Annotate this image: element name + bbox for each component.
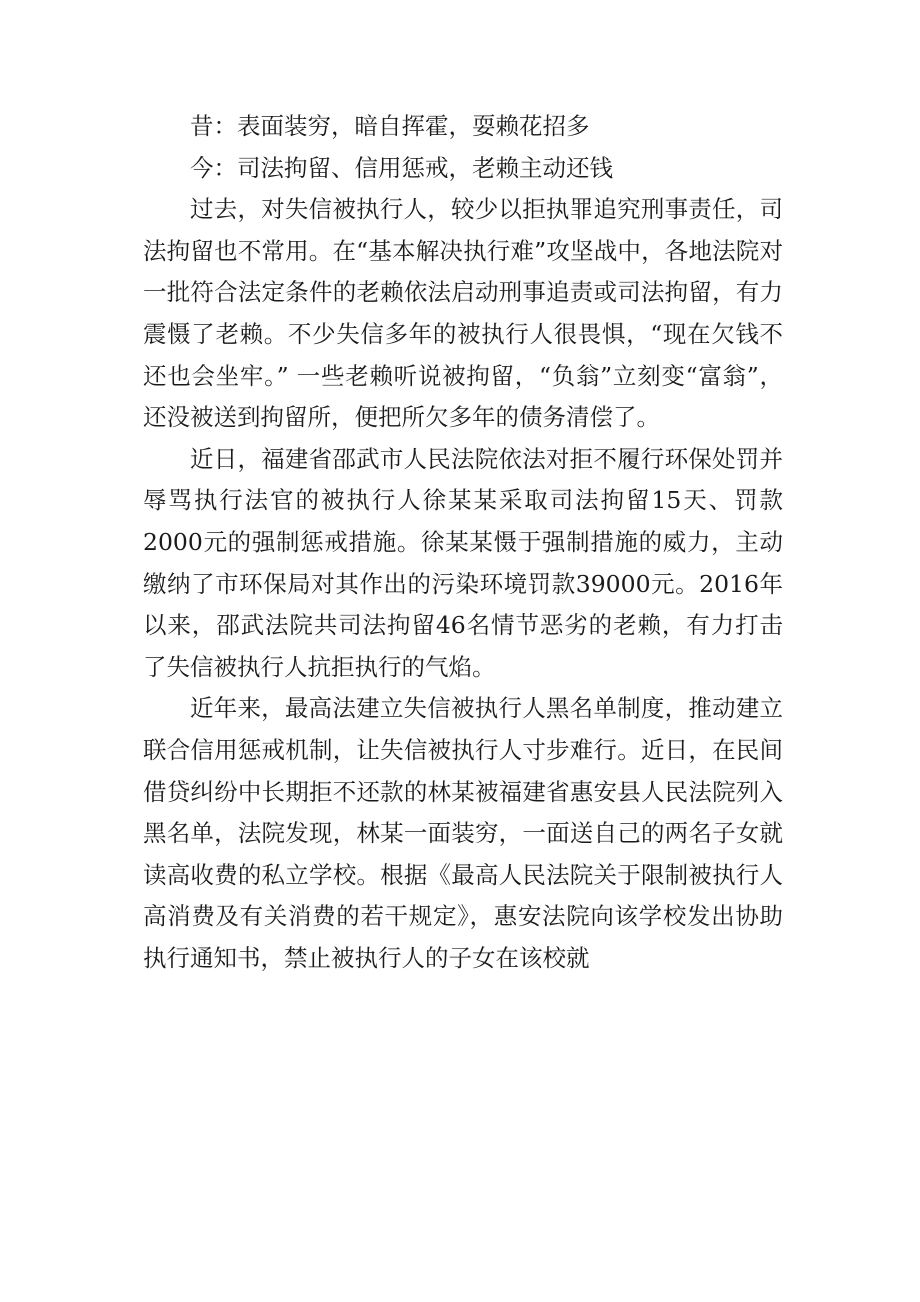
paragraph-blacklist-system: 近年来，最高法建立失信被执行人黑名单制度，推动建立联合信用惩戒机制，让失信被执行人寸步难行。近日，在民间借贷纠纷中长期拒不还款的林某被福建省惠安县人民法院列入黑名单，法院发现，林某一面装穷，一面送自己的两名子女就读高收费的私立学校。根据《最高人民法院关于限制被执行人高消费及有关消费的若干规定》，惠安法院向该学校发出协助执行通知书，禁止被执行人的子女在该校就 — [143, 694, 783, 972]
document-body — [143, 106, 783, 979]
paragraph-shaowu-case: 近日，福建省邵武市人民法院依法对拒不履行环保处罚并辱骂执行法官的被执行人徐某某采取司法拘留15天、罚款2000元的强制惩戒措施。徐某某慑于强制措施的威力，主动缴纳了市环保局对其作出的污染环境罚款39000元。2016年以来，邵武法院共司法拘留46名情节恶劣的老赖，有力打击了失信被执行人抗拒执行的气焰。 — [143, 444, 783, 681]
heading-past: 昔：表面装穷，暗自挥霍，耍赖花招多 — [190, 112, 590, 140]
paragraph-past-practice: 过去，对失信被执行人，较少以拒执罪追究刑事责任，司法拘留也不常用。在“基本解决执行难”攻坚战中，各地法院对一批符合法定条件的老赖依法启动刑事追责或司法拘留，有力震慑了老赖。不少失信多年的被执行人很畏惧，“现在欠钱不还也会坐牢。” 一些老赖听说被拘留，“负翁”立刻变“富翁”，还没被送到拘留所，便把所欠多年的债务清偿了。 — [143, 195, 783, 432]
heading-present: 今：司法拘留、信用惩戒，老赖主动还钱 — [190, 153, 613, 182]
